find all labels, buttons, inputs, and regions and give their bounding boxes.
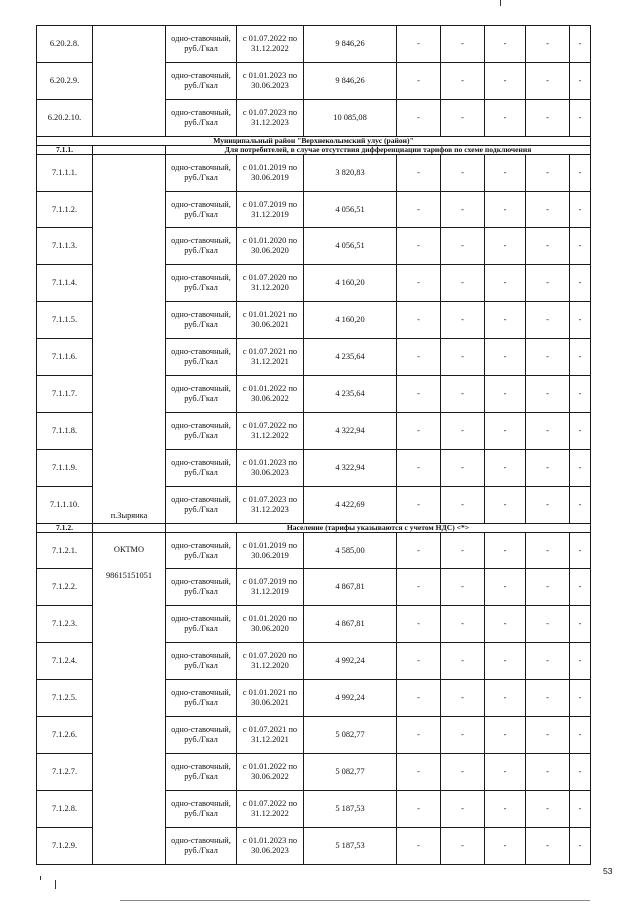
empty-value-cell: - bbox=[570, 302, 591, 339]
empty-value-cell: - bbox=[485, 569, 526, 606]
empty-value-cell: - bbox=[570, 717, 591, 754]
empty-value-cell: - bbox=[570, 26, 591, 63]
empty-value-cell: - bbox=[526, 790, 570, 827]
empty-value-cell: - bbox=[485, 376, 526, 413]
unit-cell: одно-ставочный, руб./Гкал bbox=[166, 753, 237, 790]
unit-cell: одно-ставочный, руб./Гкал bbox=[166, 827, 237, 864]
empty-value-cell: - bbox=[485, 532, 526, 569]
empty-value-cell: - bbox=[441, 569, 485, 606]
empty-value-cell: - bbox=[485, 62, 526, 99]
period-cell: с 01.07.2023 по 31.12.2023 bbox=[237, 99, 304, 136]
empty-value-cell: - bbox=[397, 99, 441, 136]
row-number-cell: 6.20.2.8. bbox=[37, 26, 93, 63]
section-number-cell: 7.1.2. bbox=[37, 523, 93, 532]
empty-value-cell: - bbox=[526, 99, 570, 136]
empty-value-cell: - bbox=[485, 606, 526, 643]
empty-value-cell: - bbox=[441, 606, 485, 643]
empty-value-cell: - bbox=[570, 753, 591, 790]
district-header bbox=[37, 136, 591, 145]
unit-cell: одно-ставочный, руб./Гкал bbox=[166, 790, 237, 827]
unit-cell: одно-ставочный, руб./Гкал bbox=[166, 606, 237, 643]
section-number-cell: 7.1.1. bbox=[37, 145, 93, 154]
tariff-value-cell: 4 235,64 bbox=[304, 339, 397, 376]
period-cell: с 01.07.2020 по 31.12.2020 bbox=[237, 643, 304, 680]
tariff-value-cell: 9 846,26 bbox=[304, 62, 397, 99]
empty-value-cell: - bbox=[397, 26, 441, 63]
period-cell: с 01.01.2019 по 30.06.2019 bbox=[237, 154, 304, 191]
scan-mark bbox=[500, 0, 501, 6]
empty-value-cell: - bbox=[441, 449, 485, 486]
empty-value-cell: - bbox=[526, 827, 570, 864]
empty-value-cell: - bbox=[397, 62, 441, 99]
empty-value-cell: - bbox=[570, 680, 591, 717]
row-number-cell: 7.1.1.5. bbox=[37, 302, 93, 339]
period-cell: с 01.07.2021 по 31.12.2021 bbox=[237, 339, 304, 376]
settlement-name: п.Зырянка bbox=[110, 510, 148, 520]
scan-mark bbox=[55, 880, 56, 889]
tariff-value-cell: 4 992,24 bbox=[304, 643, 397, 680]
period-cell: с 01.07.2022 по 31.12.2022 bbox=[237, 26, 304, 63]
tariff-value-cell: 4 867,81 bbox=[304, 569, 397, 606]
empty-value-cell: - bbox=[526, 569, 570, 606]
row-number-cell: 7.1.2.7. bbox=[37, 753, 93, 790]
empty-value-cell: - bbox=[570, 154, 591, 191]
unit-cell: одно-ставочный, руб./Гкал bbox=[166, 154, 237, 191]
tariff-value-cell: 4 160,20 bbox=[304, 265, 397, 302]
empty-value-cell: - bbox=[397, 486, 441, 523]
empty-value-cell: - bbox=[526, 191, 570, 228]
empty-value-cell: - bbox=[526, 154, 570, 191]
empty-value-cell: - bbox=[441, 62, 485, 99]
tariff-value-cell: 4 160,20 bbox=[304, 302, 397, 339]
scan-mark bbox=[120, 900, 590, 901]
empty-value-cell: - bbox=[485, 228, 526, 265]
empty-value-cell: - bbox=[397, 449, 441, 486]
row-number-cell: 7.1.1.7. bbox=[37, 376, 93, 413]
empty-value-cell: - bbox=[570, 376, 591, 413]
period-cell: с 01.07.2019 по 31.12.2019 bbox=[237, 191, 304, 228]
empty-value-cell: - bbox=[485, 412, 526, 449]
empty-value-cell: - bbox=[441, 790, 485, 827]
empty-value-cell: - bbox=[397, 606, 441, 643]
tariff-value-cell: 10 085,08 bbox=[304, 99, 397, 136]
empty-value-cell: - bbox=[441, 99, 485, 136]
unit-cell: одно-ставочный, руб./Гкал bbox=[166, 228, 237, 265]
tariff-value-cell: 4 992,24 bbox=[304, 680, 397, 717]
empty-value-cell: - bbox=[526, 302, 570, 339]
empty-value-cell: - bbox=[570, 339, 591, 376]
empty-value-cell: - bbox=[526, 486, 570, 523]
unit-cell: одно-ставочный, руб./Гкал bbox=[166, 680, 237, 717]
empty-value-cell: - bbox=[397, 302, 441, 339]
tariff-value-cell: 4 235,64 bbox=[304, 376, 397, 413]
row-number-cell: 6.20.2.9. bbox=[37, 62, 93, 99]
unit-cell: одно-ставочный, руб./Гкал bbox=[166, 99, 237, 136]
unit-cell: одно-ставочный, руб./Гкал bbox=[166, 643, 237, 680]
unit-cell: одно-ставочный, руб./Гкал bbox=[166, 449, 237, 486]
empty-value-cell: - bbox=[441, 680, 485, 717]
row-number-cell: 7.1.1.3. bbox=[37, 228, 93, 265]
empty-value-cell: - bbox=[397, 643, 441, 680]
row-number-cell: 7.1.2.9. bbox=[37, 827, 93, 864]
empty-value-cell: - bbox=[526, 228, 570, 265]
empty-value-cell: - bbox=[526, 412, 570, 449]
row-number-cell: 7.1.2.5. bbox=[37, 680, 93, 717]
settlement-cell bbox=[93, 523, 166, 532]
settlement-cell bbox=[93, 145, 166, 154]
tariff-value-cell: 5 187,53 bbox=[304, 790, 397, 827]
tariff-value-cell: 9 846,26 bbox=[304, 26, 397, 63]
unit-cell: одно-ставочный, руб./Гкал bbox=[166, 376, 237, 413]
period-cell: с 01.01.2021 по 30.06.2021 bbox=[237, 680, 304, 717]
period-cell: с 01.01.2020 по 30.06.2020 bbox=[237, 228, 304, 265]
empty-value-cell: - bbox=[526, 376, 570, 413]
page-number: 53 bbox=[603, 866, 613, 876]
empty-value-cell: - bbox=[570, 827, 591, 864]
tariff-value-cell: 3 820,83 bbox=[304, 154, 397, 191]
tariff-table bbox=[36, 25, 591, 865]
empty-value-cell: - bbox=[397, 827, 441, 864]
empty-value-cell: - bbox=[397, 339, 441, 376]
empty-value-cell: - bbox=[485, 680, 526, 717]
empty-value-cell: - bbox=[570, 191, 591, 228]
period-cell: с 01.07.2022 по 31.12.2022 bbox=[237, 790, 304, 827]
empty-value-cell: - bbox=[397, 154, 441, 191]
empty-value-cell: - bbox=[397, 680, 441, 717]
tariff-value-cell: 4 867,81 bbox=[304, 606, 397, 643]
empty-value-cell: - bbox=[570, 99, 591, 136]
table-body bbox=[37, 26, 591, 865]
unit-cell: одно-ставочный, руб./Гкал bbox=[166, 486, 237, 523]
row-number-cell: 7.1.1.1. bbox=[37, 154, 93, 191]
empty-value-cell: - bbox=[485, 265, 526, 302]
empty-value-cell: - bbox=[570, 790, 591, 827]
unit-cell: одно-ставочный, руб./Гкал bbox=[166, 717, 237, 754]
empty-value-cell: - bbox=[526, 532, 570, 569]
oktmo-label: ОКТМО bbox=[113, 544, 145, 554]
empty-value-cell: - bbox=[485, 191, 526, 228]
tariff-value-cell: 4 422,69 bbox=[304, 486, 397, 523]
period-cell: с 01.01.2019 по 30.06.2019 bbox=[237, 532, 304, 569]
empty-value-cell: - bbox=[397, 717, 441, 754]
unit-cell: одно-ставочный, руб./Гкал bbox=[166, 26, 237, 63]
period-cell: с 01.07.2019 по 31.12.2019 bbox=[237, 569, 304, 606]
empty-value-cell: - bbox=[570, 228, 591, 265]
empty-value-cell: - bbox=[397, 753, 441, 790]
row-number-cell: 7.1.1.4. bbox=[37, 265, 93, 302]
empty-value-cell: - bbox=[485, 643, 526, 680]
unit-cell: одно-ставочный, руб./Гкал bbox=[166, 265, 237, 302]
tariff-value-cell: 5 082,77 bbox=[304, 717, 397, 754]
empty-value-cell: - bbox=[485, 449, 526, 486]
settlement-cell bbox=[93, 154, 166, 523]
empty-value-cell: - bbox=[570, 606, 591, 643]
empty-value-cell: - bbox=[570, 449, 591, 486]
unit-cell: одно-ставочный, руб./Гкал bbox=[166, 532, 237, 569]
row-number-cell: 7.1.1.10. bbox=[37, 486, 93, 523]
empty-value-cell: - bbox=[485, 827, 526, 864]
empty-value-cell: - bbox=[441, 717, 485, 754]
scan-mark bbox=[40, 876, 41, 880]
oktmo-code: 98615151051 bbox=[105, 570, 153, 580]
empty-value-cell: - bbox=[397, 532, 441, 569]
unit-cell: одно-ставочный, руб./Гкал bbox=[166, 569, 237, 606]
empty-value-cell: - bbox=[526, 606, 570, 643]
row-number-cell: 7.1.1.8. bbox=[37, 412, 93, 449]
empty-value-cell: - bbox=[570, 532, 591, 569]
row-number-cell: 7.1.1.2. bbox=[37, 191, 93, 228]
empty-value-cell: - bbox=[485, 302, 526, 339]
unit-cell: одно-ставочный, руб./Гкал bbox=[166, 339, 237, 376]
row-number-cell: 7.1.2.8. bbox=[37, 790, 93, 827]
empty-value-cell: - bbox=[441, 827, 485, 864]
period-cell: с 01.01.2023 по 30.06.2023 bbox=[237, 827, 304, 864]
empty-value-cell: - bbox=[397, 569, 441, 606]
period-cell: с 01.01.2022 по 30.06.2022 bbox=[237, 753, 304, 790]
unit-cell: одно-ставочный, руб./Гкал bbox=[166, 191, 237, 228]
period-cell: с 01.07.2020 по 31.12.2020 bbox=[237, 265, 304, 302]
empty-value-cell: - bbox=[570, 569, 591, 606]
section-row bbox=[37, 145, 591, 154]
tariff-value-cell: 5 187,53 bbox=[304, 827, 397, 864]
empty-value-cell: - bbox=[526, 680, 570, 717]
row-number-cell: 7.1.1.6. bbox=[37, 339, 93, 376]
empty-value-cell: - bbox=[526, 753, 570, 790]
empty-value-cell: - bbox=[397, 228, 441, 265]
row-number-cell: 7.1.2.4. bbox=[37, 643, 93, 680]
empty-value-cell: - bbox=[485, 339, 526, 376]
empty-value-cell: - bbox=[441, 532, 485, 569]
period-cell: с 01.07.2023 по 31.12.2023 bbox=[237, 486, 304, 523]
row-number-cell: 7.1.2.1. bbox=[37, 532, 93, 569]
empty-value-cell: - bbox=[441, 228, 485, 265]
settlement-cell bbox=[93, 26, 166, 137]
empty-value-cell: - bbox=[485, 790, 526, 827]
tariff-value-cell: 4 322,94 bbox=[304, 412, 397, 449]
section-row bbox=[37, 523, 591, 532]
empty-value-cell: - bbox=[570, 265, 591, 302]
empty-value-cell: - bbox=[526, 449, 570, 486]
empty-value-cell: - bbox=[570, 643, 591, 680]
empty-value-cell: - bbox=[441, 302, 485, 339]
district-title-cell: Муниципальный район "Верхнеколымский улус (район)" bbox=[37, 136, 591, 145]
empty-value-cell: - bbox=[526, 26, 570, 63]
tariff-value-cell: 5 082,77 bbox=[304, 753, 397, 790]
empty-value-cell: - bbox=[526, 643, 570, 680]
table-row bbox=[37, 26, 591, 63]
empty-value-cell: - bbox=[441, 412, 485, 449]
empty-value-cell: - bbox=[441, 643, 485, 680]
period-cell: с 01.01.2022 по 30.06.2022 bbox=[237, 376, 304, 413]
empty-value-cell: - bbox=[485, 99, 526, 136]
empty-value-cell: - bbox=[397, 790, 441, 827]
empty-value-cell: - bbox=[570, 412, 591, 449]
empty-value-cell: - bbox=[485, 26, 526, 63]
empty-value-cell: - bbox=[441, 339, 485, 376]
period-cell: с 01.01.2020 по 30.06.2020 bbox=[237, 606, 304, 643]
empty-value-cell: - bbox=[526, 265, 570, 302]
row-number-cell: 7.1.2.6. bbox=[37, 717, 93, 754]
empty-value-cell: - bbox=[526, 717, 570, 754]
period-cell: с 01.07.2022 по 31.12.2022 bbox=[237, 412, 304, 449]
empty-value-cell: - bbox=[397, 191, 441, 228]
empty-value-cell: - bbox=[441, 265, 485, 302]
empty-value-cell: - bbox=[397, 412, 441, 449]
empty-value-cell: - bbox=[397, 376, 441, 413]
section-title-cell: Население (тарифы указываются с учетом НДС) <*> bbox=[166, 523, 591, 532]
unit-cell: одно-ставочный, руб./Гкал bbox=[166, 412, 237, 449]
row-number-cell: 6.20.2.10. bbox=[37, 99, 93, 136]
period-cell: с 01.07.2021 по 31.12.2021 bbox=[237, 717, 304, 754]
empty-value-cell: - bbox=[485, 717, 526, 754]
empty-value-cell: - bbox=[485, 753, 526, 790]
empty-value-cell: - bbox=[441, 26, 485, 63]
period-cell: с 01.01.2021 по 30.06.2021 bbox=[237, 302, 304, 339]
tariff-value-cell: 4 056,51 bbox=[304, 228, 397, 265]
unit-cell: одно-ставочный, руб./Гкал bbox=[166, 302, 237, 339]
period-cell: с 01.01.2023 по 30.06.2023 bbox=[237, 62, 304, 99]
empty-value-cell: - bbox=[526, 339, 570, 376]
empty-value-cell: - bbox=[441, 753, 485, 790]
empty-value-cell: - bbox=[441, 191, 485, 228]
empty-value-cell: - bbox=[526, 62, 570, 99]
row-number-cell: 7.1.2.3. bbox=[37, 606, 93, 643]
section-title-cell: Для потребителей, в случае отсутствия дифференциации тарифов по схеме подключения bbox=[166, 145, 591, 154]
empty-value-cell: - bbox=[441, 486, 485, 523]
empty-value-cell: - bbox=[570, 486, 591, 523]
empty-value-cell: - bbox=[485, 486, 526, 523]
empty-value-cell: - bbox=[397, 265, 441, 302]
tariff-value-cell: 4 322,94 bbox=[304, 449, 397, 486]
empty-value-cell: - bbox=[441, 376, 485, 413]
tariff-value-cell: 4 585,00 bbox=[304, 532, 397, 569]
row-number-cell: 7.1.1.9. bbox=[37, 449, 93, 486]
empty-value-cell: - bbox=[441, 154, 485, 191]
period-cell: с 01.01.2023 по 30.06.2023 bbox=[237, 449, 304, 486]
unit-cell: одно-ставочный, руб./Гкал bbox=[166, 62, 237, 99]
row-number-cell: 7.1.2.2. bbox=[37, 569, 93, 606]
tariff-value-cell: 4 056,51 bbox=[304, 191, 397, 228]
table-row bbox=[37, 154, 591, 191]
table-row bbox=[37, 532, 591, 569]
empty-value-cell: - bbox=[485, 154, 526, 191]
settlement-cell bbox=[93, 532, 166, 864]
empty-value-cell: - bbox=[570, 62, 591, 99]
